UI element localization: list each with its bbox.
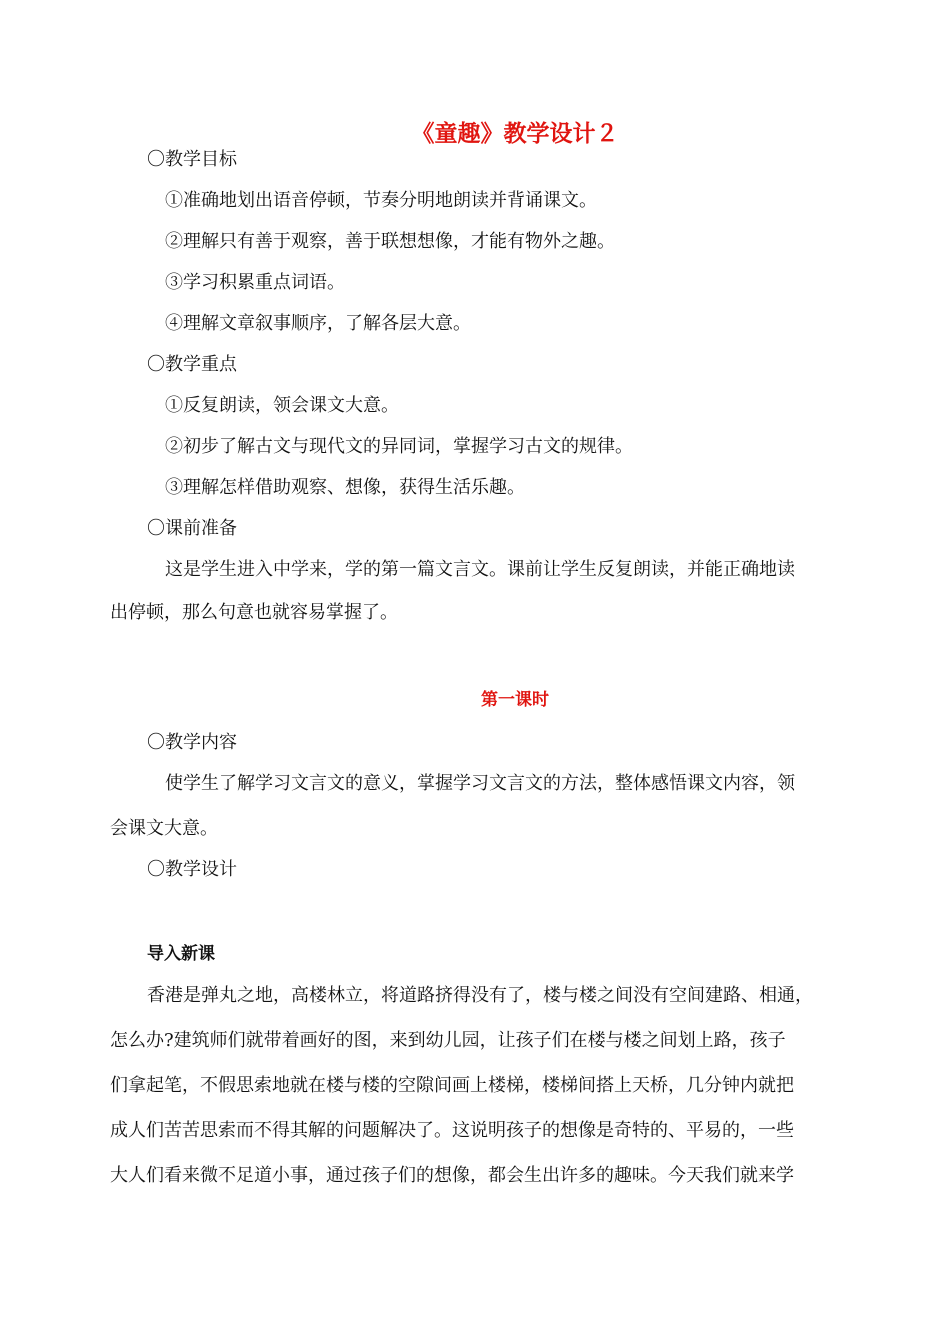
section-heading-objectives: 〇教学目标: [147, 149, 237, 170]
paragraph-line: 怎么办?建筑师们就带着画好的图，来到幼儿园，让孩子们在楼与楼之间划上路，孩子: [110, 1030, 786, 1051]
paragraph-line: 成人们苦苦思索而不得其解的问题解决了。这说明孩子的想像是奇特的、平易的，一些: [110, 1120, 794, 1141]
objective-item: ④理解文章叙事顺序，了解各层大意。: [165, 313, 471, 334]
document-title: 《童趣》教学设计２: [411, 120, 619, 147]
paragraph-line: 香港是弹丸之地，高楼林立，将道路挤得没有了，楼与楼之间没有空间建路、相通，: [147, 985, 813, 1006]
objective-item: ③学习积累重点词语。: [165, 272, 345, 293]
section-heading-key-points: 〇教学重点: [147, 354, 237, 375]
key-point-item: ①反复朗读，领会课文大意。: [165, 395, 399, 416]
paragraph-line: 们拿起笔，不假思索地就在楼与楼的空隙间画上楼梯，楼梯间搭上天桥，几分钟内就把: [110, 1075, 794, 1096]
paragraph-line: 这是学生进入中学来，学的第一篇文言文。课前让学生反复朗读，并能正确地读: [165, 559, 795, 580]
section-heading-preparation: 〇课前准备: [147, 518, 237, 539]
paragraph-line: 使学生了解学习文言文的意义，掌握学习文言文的方法，整体感悟课文内容，领: [165, 773, 795, 794]
paragraph-line: 会课文大意。: [110, 818, 218, 839]
key-point-item: ③理解怎样借助观察、想像，获得生活乐趣。: [165, 477, 525, 498]
intro-heading: 导入新课: [147, 944, 215, 964]
section-heading-content: 〇教学内容: [147, 732, 237, 753]
key-point-item: ②初步了解古文与现代文的异同词，掌握学习古文的规律。: [165, 436, 633, 457]
lesson-title: 第一课时: [481, 690, 549, 710]
objective-item: ①准确地划出语音停顿，节奏分明地朗读并背诵课文。: [165, 190, 597, 211]
paragraph-line: 出停顿，那么句意也就容易掌握了。: [110, 602, 398, 623]
section-heading-design: 〇教学设计: [147, 859, 237, 880]
paragraph-line: 大人们看来微不足道小事，通过孩子们的想像，都会生出许多的趣味。今天我们就来学: [110, 1165, 794, 1186]
objective-item: ②理解只有善于观察，善于联想想像，才能有物外之趣。: [165, 231, 615, 252]
